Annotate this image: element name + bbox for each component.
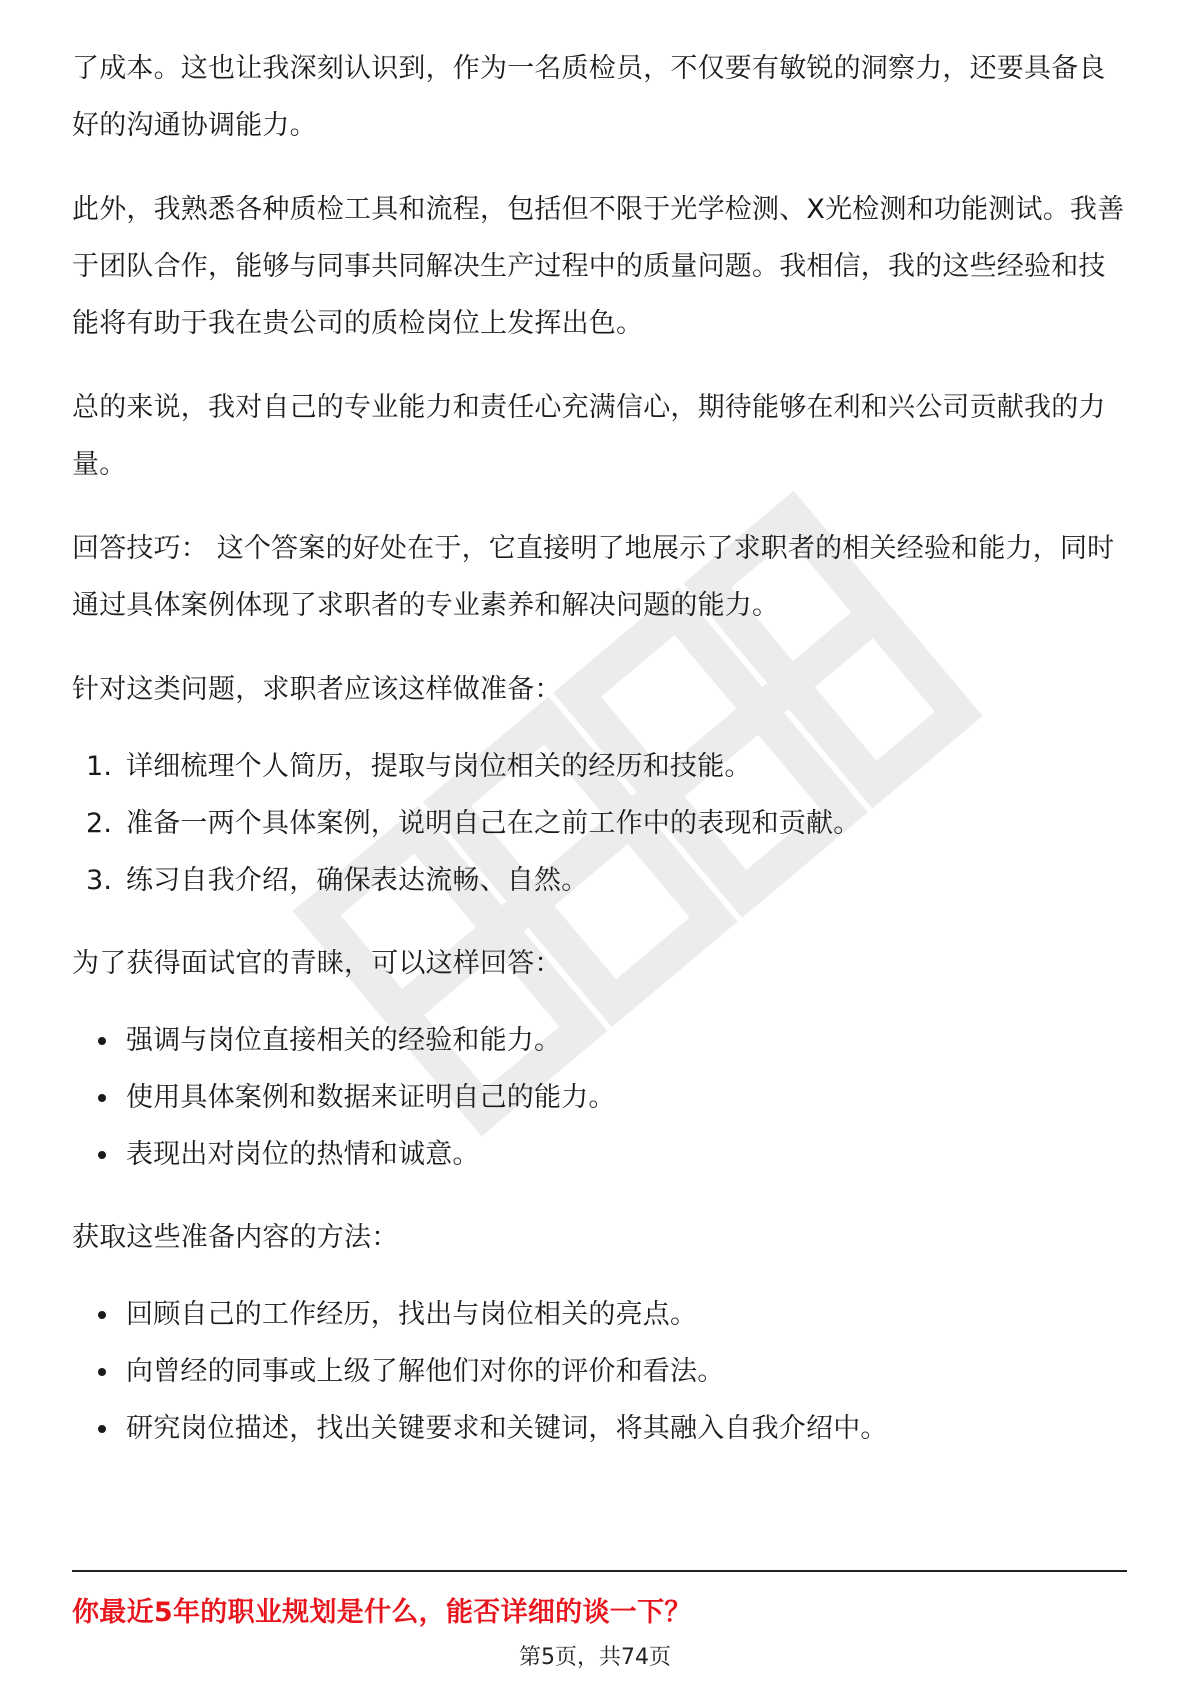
methods-list: [72, 1286, 1127, 1457]
list-item: [72, 1126, 1127, 1183]
list-item-text: 强调与岗位直接相关的经验和能力。: [126, 1025, 562, 1056]
list-item: [72, 795, 1127, 852]
paragraph-answer-intro: 为了获得面试官的青睐，可以这样回答：: [72, 948, 562, 979]
list-item: [72, 1069, 1127, 1126]
list-item-text: 向曾经的同事或上级了解他们对你的评价和看法。: [126, 1356, 725, 1387]
paragraph-cost-awareness: 了成本。这也让我深刻认识到，作为一名质检员，不仅要有敏锐的洞察力，还要具备良好的沟通协调能力。: [72, 53, 1106, 141]
paragraph-answer-tips: 回答技巧： 这个答案的好处在于，它直接明了地展示了求职者的相关经验和能力，同时通过具体案例体现了求职者的专业素养和解决问题的能力。: [72, 533, 1115, 621]
list-item-text: 详细梳理个人简历，提取与岗位相关的经历和技能。: [126, 751, 752, 782]
list-item: [72, 1286, 1127, 1343]
paragraph-summary: 总的来说，我对自己的专业能力和责任心充满信心，期待能够在利和兴公司贡献我的力量。: [72, 392, 1106, 480]
bullet-icon: [98, 1037, 106, 1045]
list-number: 2.: [86, 808, 113, 839]
list-item: [72, 852, 1127, 909]
list-item: [72, 1012, 1127, 1069]
paragraph-skills: 此外，我熟悉各种质检工具和流程，包括但不限于光学检测、X光检测和功能测试。我善于团队合作，能够与同事共同解决生产过程中的质量问题。我相信，我的这些经验和技能将有助于我在贵公司的质检岗位上发挥出色。: [72, 194, 1125, 339]
bullet-icon: [98, 1368, 106, 1376]
list-number: 3.: [86, 865, 113, 896]
paragraph-prep-intro: 针对这类问题，求职者应该这样做准备：: [72, 674, 562, 705]
list-item: [72, 738, 1127, 795]
next-question-heading: 你最近5年的职业规划是什么，能否详细的谈一下？: [72, 1597, 692, 1628]
list-item: [72, 1400, 1127, 1457]
list-item-text: 研究岗位描述，找出关键要求和关键词，将其融入自我介绍中。: [126, 1413, 888, 1444]
bullet-icon: [98, 1151, 106, 1159]
bullet-icon: [98, 1311, 106, 1319]
list-item-text: 练习自我介绍，确保表达流畅、自然。: [126, 865, 589, 896]
list-item-text: 准备一两个具体案例，说明自己在之前工作中的表现和贡献。: [126, 808, 861, 839]
bullet-icon: [98, 1094, 106, 1102]
list-item-text: 回顾自己的工作经历，找出与岗位相关的亮点。: [126, 1299, 698, 1330]
list-number: 1.: [86, 751, 113, 782]
list-item-text: 表现出对岗位的热情和诚意。: [126, 1139, 480, 1170]
list-item-text: 使用具体案例和数据来证明自己的能力。: [126, 1082, 616, 1113]
answer-tips-list: [72, 1012, 1127, 1183]
prep-steps-list: [72, 738, 1127, 909]
paragraph-methods-intro: 获取这些准备内容的方法：: [72, 1222, 399, 1253]
bullet-icon: [98, 1425, 106, 1433]
page-number: 第5页，共74页: [519, 1645, 671, 1670]
document-body: [72, 40, 1127, 1483]
section-divider: [72, 1570, 1127, 1572]
list-item: [72, 1343, 1127, 1400]
